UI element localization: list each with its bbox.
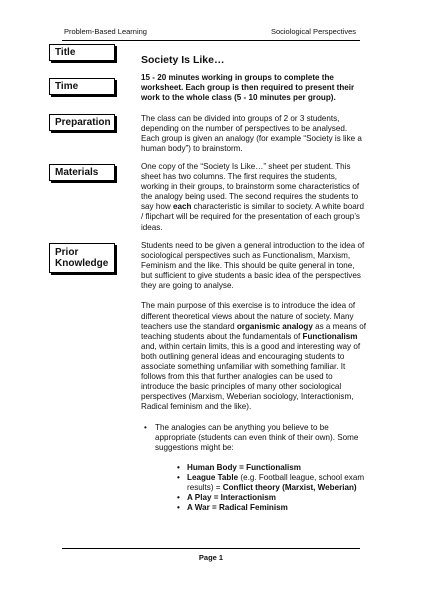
suggestion-league-table [177,473,367,493]
suggestion-list [177,463,367,513]
label-time: Time [49,78,115,95]
materials-part1: One copy of the “Society Is Like…” sheet per student. This sheet has two columns. The first requires the students, working in their groups, to brainstorm some characteristics of the analogy being used. The second requires the students to say how [141,162,360,212]
label-title: Title [49,44,115,61]
para2-e: and, within certain limits, this is a good and interesting way of both outlining general ideas and encouraging students to associate something unfamiliar with something familiar. It follows from this that further analogies can be used to introduce the basic principles of many other sociological perspectives (Marxism, Weberian sociology, Interactionism, Radical feminism and the like). [141,341,361,412]
materials-each: each [172,202,192,212]
label-materials: Materials [49,164,115,181]
header-left: Problem-Based Learning [64,27,147,36]
label-preparation: Preparation [49,114,115,131]
label-prior-line1: Prior [55,247,79,258]
analogy-list [141,423,367,514]
materials-text [141,162,367,233]
label-prior-line2: Knowledge [55,258,109,269]
materials-part2: characteristic is similar to society. A white board / flipchart will be required for the presentation of each group’s ideas. [141,202,364,232]
s2-a: League Table [187,472,239,482]
para2-a: The main purpose of this exercise is to introduce the idea of different theoretical views about the nature of society. Many teachers use the standard [141,301,356,331]
s2-c: Conflict theory (Marxist, Weberian) [222,482,357,492]
label-prior-knowledge [49,243,115,273]
suggestion-a-war: • A War = Radical Feminism [177,503,367,513]
doc-title: Society Is Like… [141,54,225,66]
suggestion-a-play: • A Play = Interactionism [177,493,367,503]
analogy-bullet-text: The analogies can be anything you believe to be appropriate (students can even think of their own). Some suggestions might be: [155,422,359,452]
list-item [141,423,367,514]
preparation-text: The class can be divided into groups of 2 or 3 students, depending on the number of perspectives to be analysed. Each group is given an analogy (for example “Society is like a human body”) to brainstorm. [141,114,362,154]
prior-knowledge-section [141,241,367,513]
time-text: 15 - 20 minutes working in groups to complete the worksheet. Each group is then required to present their work to the whole class (5 - 10 minutes per group). [141,73,355,103]
para2-c: as a means of teaching students about the fundamentals of [141,321,366,341]
suggestion-human-body: • Human Body = Functionalism [177,463,367,473]
prior-para2 [141,301,367,412]
page-header [62,26,360,41]
header-right: Sociological Perspectives [270,27,356,36]
prior-para1: Students need to be given a general introduction to the idea of sociological perspectives such as Functionalism, Marxism, Feminism and the like. This should be quite general in tone, but sufficient to give students a basic idea of the perspectives they are going to analyse. [141,241,365,291]
para2-b: organismic analogy [236,321,313,331]
para2-d: Functionalism [302,331,358,341]
page-footer: Page 1 [62,548,360,562]
s2-b: (e.g. Football league, school exam results) = [187,472,365,492]
